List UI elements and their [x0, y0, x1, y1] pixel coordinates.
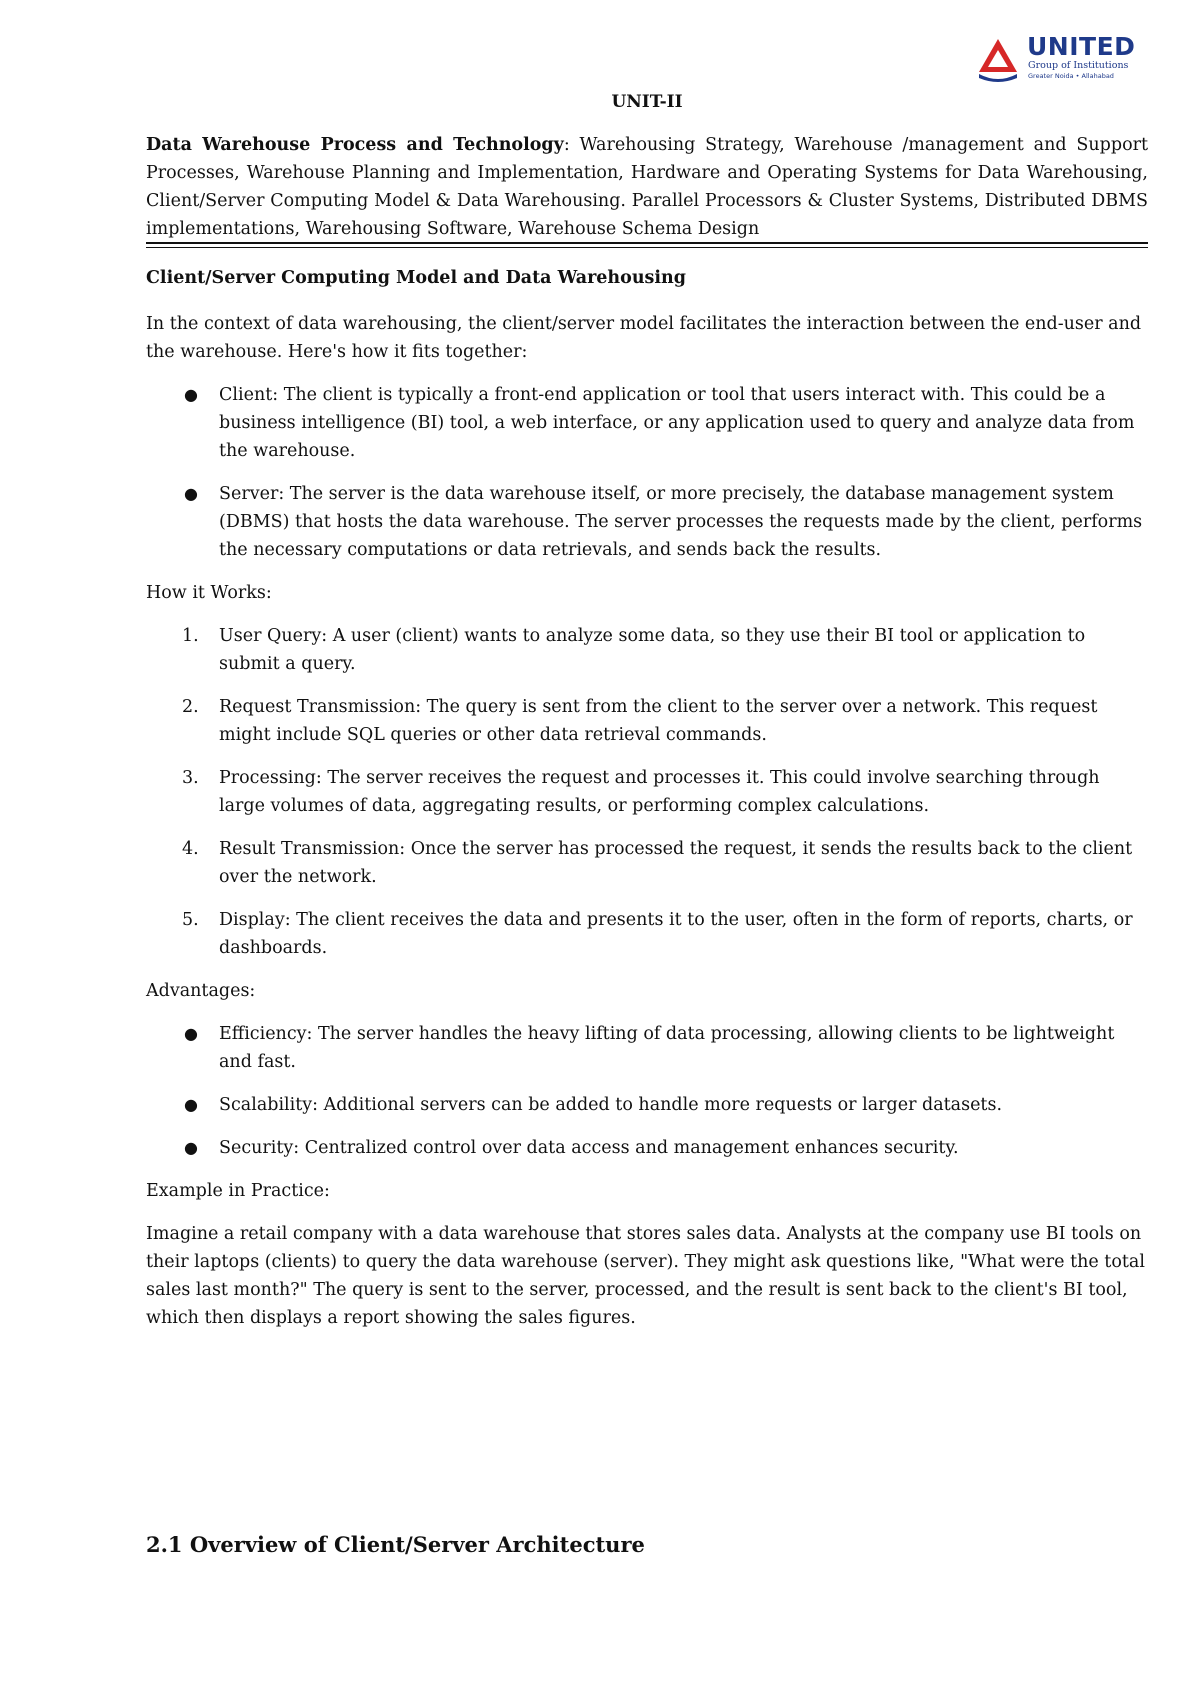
logo-location: Greater Noida • Allahabad	[1028, 72, 1114, 80]
logo-subtitle: Group of Institutions	[1028, 60, 1129, 71]
advantages-label: Advantages:	[146, 981, 256, 1001]
example-paragraph: Imagine a retail company with a data warehouse that stores sales data. Analysts at the company use BI tools on their laptops (clients) to query the data warehouse (server). They might ask questions like, "What were the total sales last month?" The query is sent to the server, processed, and the result is sent back to the client's BI tool, which then displays a report showing the sales figures.	[146, 1224, 1145, 1328]
bullet-icon: ●	[184, 1138, 198, 1157]
components-list	[146, 381, 1148, 564]
bullet-icon: ●	[184, 385, 198, 404]
list-item: 3. Processing: The server receives the request and processes it. This could involve searching through large volumes of data, aggregating results, or performing complex calculations.	[182, 768, 1100, 816]
divider-thick	[146, 242, 1148, 244]
next-section-heading: 2.1 Overview of Client/Server Architecture	[146, 1532, 645, 1557]
list-item: ● Scalability: Additional servers can be added to handle more requests or larger datasets.	[146, 1091, 1148, 1119]
institution-logo	[975, 32, 1145, 84]
section-body	[146, 310, 1148, 1347]
list-item: ● Server: The server is the data warehouse itself, or more precisely, the database management system (DBMS) that hosts the data warehouse. The server processes the requests made by the client, performs the necessary computations or data retrievals, and sends back the results.	[146, 480, 1148, 564]
context-paragraph: In the context of data warehousing, the client/server model facilitates the interaction between the end-user and the warehouse. Here's how it fits together:	[146, 314, 1142, 362]
list-item: 5. Display: The client receives the data and presents it to the user, often in the form of reports, charts, or dashboards.	[182, 910, 1133, 958]
how-it-works-label: How it Works:	[146, 583, 272, 603]
list-item: ● Client: The client is typically a front-end application or tool that users interact with. This could be a business intelligence (BI) tool, a web interface, or any application used to query and analyze data from the warehouse.	[146, 381, 1148, 465]
syllabus-text: : Warehousing Strategy, Warehouse /management and Support Processes, Warehouse Planning and Implementation, Hardware and Operating Systems for Data Warehousing, Client/Server Computing Model & Data Warehousing. Parallel Processors & Cluster Systems, Distributed DBMS implementations, Warehousing Software, Warehouse Schema Design	[146, 135, 1148, 239]
steps-list	[146, 622, 1148, 962]
logo-name: UNITED	[1027, 32, 1136, 61]
syllabus-heading: Data Warehouse Process and Technology	[146, 135, 564, 155]
list-item: 2. Request Transmission: The query is sent from the client to the server over a network. This request might include SQL queries or other data retrieval commands.	[182, 697, 1098, 745]
unit-syllabus	[146, 131, 1148, 243]
list-item: 4. Result Transmission: Once the server has processed the request, it sends the results back to the client over the network.	[182, 839, 1133, 887]
section-title: Client/Server Computing Model and Data Warehousing	[146, 268, 687, 288]
list-item: ● Security: Centralized control over data access and management enhances security.	[146, 1134, 1148, 1162]
advantages-list	[146, 1020, 1148, 1162]
bullet-icon: ●	[184, 484, 198, 503]
example-label: Example in Practice:	[146, 1181, 330, 1201]
list-item: ● Efficiency: The server handles the heavy lifting of data processing, allowing clients to be lightweight and fast.	[146, 1020, 1148, 1076]
divider-thin	[146, 247, 1148, 248]
logo-emblem-icon	[975, 36, 1021, 82]
bullet-icon: ●	[184, 1095, 198, 1114]
bullet-icon: ●	[184, 1024, 198, 1043]
unit-title: UNIT-II	[611, 92, 683, 112]
list-item: 1. User Query: A user (client) wants to analyze some data, so they use their BI tool or application to submit a query.	[182, 626, 1086, 674]
